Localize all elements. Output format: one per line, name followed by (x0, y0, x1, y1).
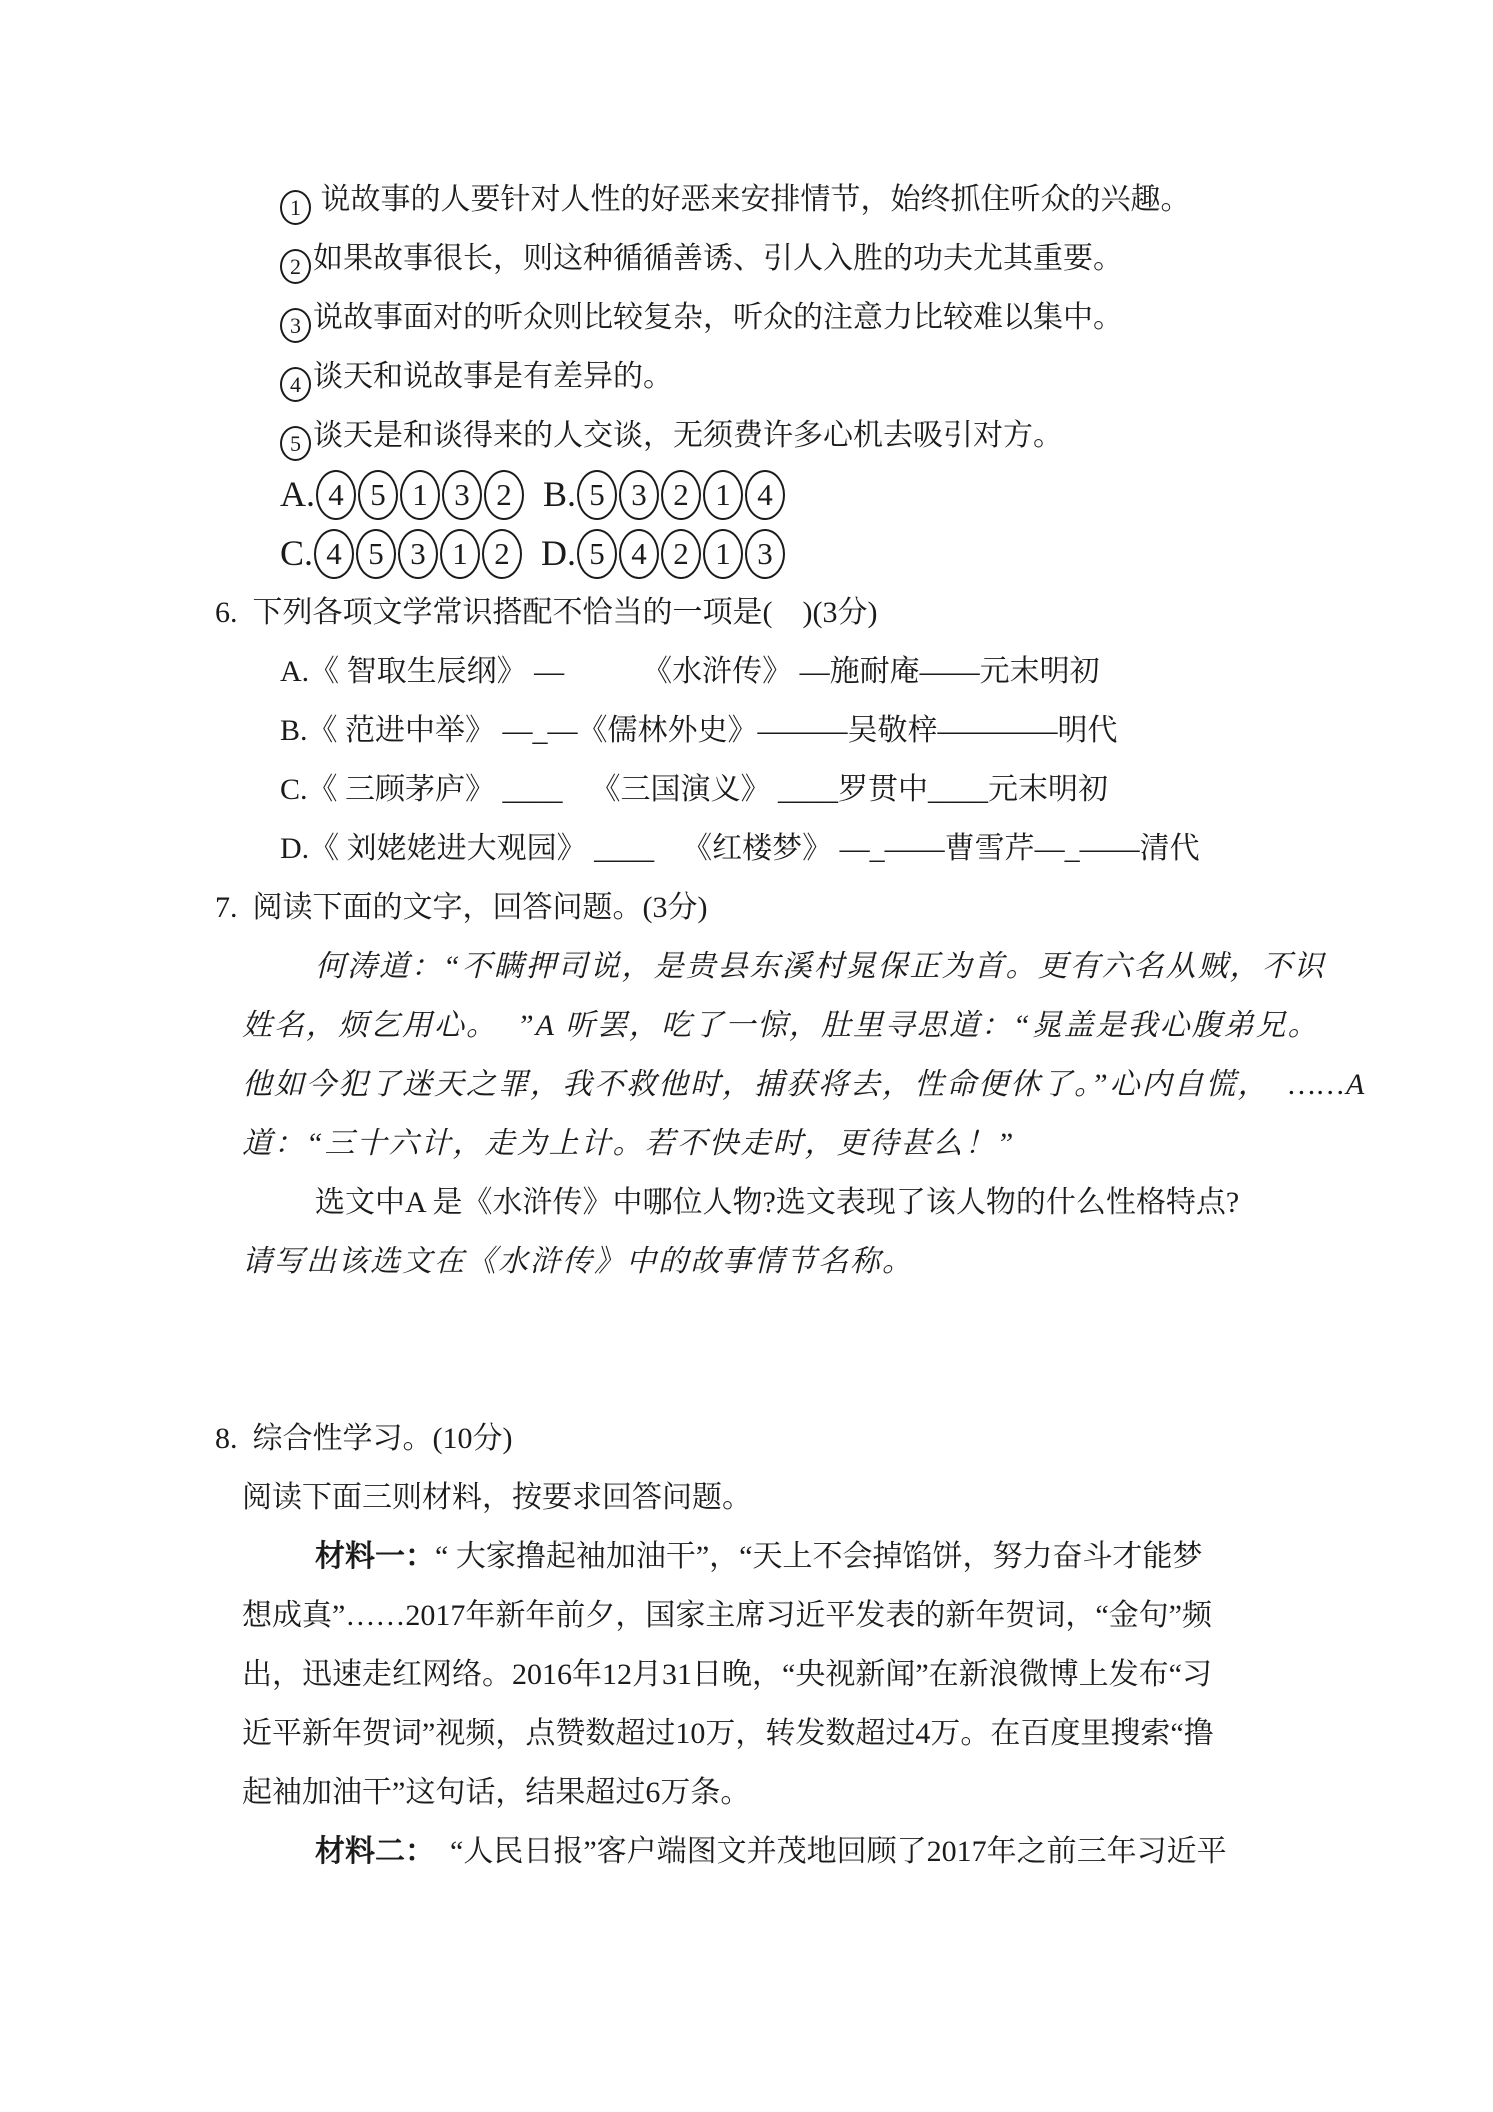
text-run: 道：“三十六计，走为上计。若不快走时，更待甚么！” (242, 1127, 1016, 1160)
circled-number-2: 2 (484, 470, 524, 520)
text-run: C.《 三顾茅庐》 ____ (280, 773, 563, 806)
material-1-line-2 (242, 1586, 1493, 1645)
text-run: D. (541, 533, 577, 573)
text-run: “ 大家撸起袖加油干”，“天上不会掉馅饼，努力奋斗才能梦 (435, 1540, 1203, 1573)
text-run: “人民日报”客户端图文并茂地回顾了2017年之前三年习近平 (435, 1835, 1227, 1868)
text-run: 想成真”……2017年新年前夕，国家主席习近平发表的新年贺词，“金句”频 (242, 1599, 1212, 1632)
horizontal-space (563, 798, 591, 799)
list-item-4 (280, 347, 1493, 406)
circled-number-5: 5 (280, 426, 311, 461)
text-run: 何涛道：“不瞒押司说，是贵县东溪村晁保正为首。更有六名从贼，不识 (315, 950, 1326, 983)
question-6-option-b (280, 701, 1493, 760)
question-6-option-a (280, 642, 1493, 701)
circled-number-3: 3 (280, 308, 311, 343)
material-label: 材料二： (315, 1835, 435, 1868)
circled-number-3: 3 (619, 470, 659, 520)
quote-line-3 (242, 1055, 1493, 1114)
circled-number-3: 3 (398, 529, 438, 579)
answer-space (0, 1291, 1493, 1409)
horizontal-space (654, 857, 682, 858)
question-7-prompt-2 (242, 1232, 1493, 1291)
circled-number-4: 4 (280, 367, 311, 402)
text-run: B. (543, 474, 577, 514)
text-run: 如果故事很长，则这种循循善诱、引人入胜的功夫尤其重要。 (313, 242, 1123, 275)
circled-number-2: 2 (482, 529, 522, 579)
text-run: 谈天和说故事是有差异的。 (313, 360, 673, 393)
text-run: 近平新年贺词”视频，点赞数超过10万，转发数超过4万。在百度里搜索“撸 (242, 1717, 1214, 1750)
question-6-option-c (280, 760, 1493, 819)
list-item-5 (280, 406, 1493, 465)
text-run: 选文中A 是《水浒传》中哪位人物?选文表现了该人物的什么性格特点? (315, 1186, 1240, 1219)
material-1-line-5 (242, 1763, 1493, 1822)
list-item-3 (280, 288, 1493, 347)
circled-number-1: 1 (280, 190, 311, 225)
circled-number-2: 2 (280, 249, 311, 284)
text-run: 8. 综合性学习。(10分) (215, 1422, 513, 1455)
text-run: 《三国演义》 ____罗贯中____元末明初 (590, 773, 1109, 806)
text-run: 阅读下面三则材料，按要求回答问题。 (242, 1481, 752, 1514)
material-1-line-1 (315, 1527, 1493, 1586)
text-run: 起袖加油干”这句话，结果超过6万条。 (242, 1776, 751, 1809)
question-6-stem (215, 583, 1493, 642)
quote-line-4 (242, 1114, 1493, 1173)
text-run: 说故事面对的听众则比较复杂，听众的注意力比较难以集中。 (313, 301, 1123, 334)
question-8-stem (215, 1409, 1493, 1468)
question-7-prompt-1 (315, 1173, 1493, 1232)
text-run: 他如今犯了迷天之罪，我不救他时，捕获将去，性命便休了。”心内自慌， ……A (242, 1068, 1367, 1101)
text-run: 《水浒传》 —施耐庵——元末明初 (642, 655, 1100, 688)
text-run: A. (280, 474, 315, 514)
circled-number-1: 1 (440, 529, 480, 579)
circled-number-5: 5 (356, 529, 396, 579)
horizontal-space (564, 680, 642, 681)
text-run: 谈天是和谈得来的人交谈，无须费许多心机去吸引对方。 (313, 419, 1063, 452)
quote-line-1 (315, 937, 1493, 996)
text-run: 6. 下列各项文学常识搭配不恰当的一项是( )(3分) (215, 596, 878, 629)
circled-number-2: 2 (661, 529, 701, 579)
circled-number-4: 4 (619, 529, 659, 579)
circled-number-3: 3 (745, 529, 785, 579)
text-run: 说故事的人要针对人性的好恶来安排情节，始终抓住听众的兴趣。 (313, 183, 1191, 216)
circled-number-4: 4 (314, 529, 354, 579)
material-label: 材料一： (315, 1540, 435, 1573)
circled-number-1: 1 (400, 470, 440, 520)
text-run: 《红楼梦》 —_——曹雪芹—_——清代 (682, 832, 1200, 865)
circled-number-3: 3 (442, 470, 482, 520)
choices-row-ab (280, 465, 1493, 524)
text-run: A.《 智取生辰纲》 — (280, 655, 565, 688)
text-run: D.《 刘姥姥进大观园》 ____ (280, 832, 655, 865)
circled-number-1: 1 (703, 470, 743, 520)
circled-number-5: 5 (358, 470, 398, 520)
text-run: 请写出该选文在《水浒传》中的故事情节名称。 (242, 1245, 914, 1278)
circled-number-2: 2 (661, 470, 701, 520)
text-run: 姓名，烦乞用心。 ”A 听罢，吃了一惊，肚里寻思道：“晁盖是我心腹弟兄。 (242, 1009, 1320, 1042)
circled-number-1: 1 (703, 529, 743, 579)
list-item-2 (280, 229, 1493, 288)
question-8-intro (242, 1468, 1493, 1527)
text-run: 出，迅速走红网络。2016年12月31日晚，“央视新闻”在新浪微博上发布“习 (242, 1658, 1212, 1691)
text-run: B.《 范进中举》 —_—《儒林外史》———吴敬梓————明代 (280, 714, 1118, 747)
material-1-line-4 (242, 1704, 1493, 1763)
circled-number-5: 5 (577, 529, 617, 579)
text-run: C. (280, 533, 314, 573)
question-7-stem (215, 878, 1493, 937)
list-item-1 (280, 170, 1493, 229)
circled-number-5: 5 (577, 470, 617, 520)
material-1-line-3 (242, 1645, 1493, 1704)
circled-number-4: 4 (316, 470, 356, 520)
horizontal-space (523, 564, 541, 565)
circled-number-4: 4 (745, 470, 785, 520)
horizontal-space (525, 505, 543, 506)
material-2-line-1 (315, 1822, 1493, 1881)
quote-line-2 (242, 996, 1493, 1055)
choices-row-cd (280, 524, 1493, 583)
question-6-option-d (280, 819, 1493, 878)
text-run: 7. 阅读下面的文字，回答问题。(3分) (215, 891, 708, 924)
